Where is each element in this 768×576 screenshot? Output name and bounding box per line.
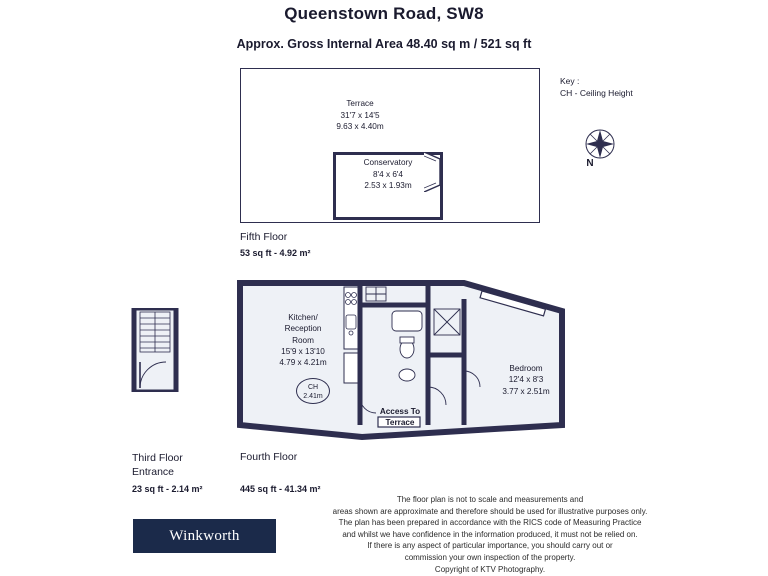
bedroom-dim-metric: 3.77 x 2.51m (502, 386, 550, 396)
terrace-name: Terrace (346, 99, 374, 108)
conservatory-dim-metric: 2.53 x 1.93m (364, 181, 412, 190)
kitchen-dim-metric: 4.79 x 4.21m (279, 358, 327, 368)
kitchen-name-line2: Reception (284, 324, 322, 334)
third-floor-name (132, 451, 183, 479)
key-legend (560, 75, 633, 99)
disclaimer-line-7: Copyright of KTV Photography. (434, 564, 546, 574)
disclaimer-line-6: commission your own inspection of the property. (404, 552, 576, 562)
disclaimer-line-3: The plan has been prepared in accordance with the RICS code of Measuring Practice (338, 518, 642, 528)
disclaimer-line-4: and whilst we have confidence in the information produced, it must not be relied on. (342, 529, 638, 539)
fifth-floor-name: Fifth Floor (240, 231, 288, 243)
ceiling-height-badge (296, 378, 330, 404)
third-floor-area: 23 sq ft - 2.14 m² (132, 484, 203, 494)
conservatory-name: Conservatory (363, 158, 413, 167)
bedroom-dim-imperial: 12'4 x 8'3 (508, 375, 544, 385)
winkworth-logo: Winkworth (133, 519, 276, 553)
key-entry-ceiling-height: CH - Ceiling Height (560, 88, 633, 98)
key-label: Key : (560, 76, 580, 86)
disclaimer-line-5: If there is any aspect of particular importance, you should carry out or (367, 541, 613, 551)
disclaimer-line-1: The floor plan is not to scale and measurements and (396, 495, 584, 504)
third-floor-name-line1: Third Floor (132, 452, 183, 464)
kitchen-name-line1: Kitchen/ (288, 313, 318, 322)
disclaimer-line-2: areas shown are approximate and therefore should be used for illustrative purposes only. (332, 506, 648, 516)
compass-north-label: N (586, 158, 594, 169)
disclaimer (270, 494, 710, 575)
fourth-floor-area: 445 sq ft - 41.34 m² (240, 484, 321, 494)
kitchen-dim-imperial: 15'9 x 13'10 (281, 346, 325, 356)
access-to-terrace-label (362, 406, 438, 429)
kitchen-reception-label-group (260, 312, 346, 368)
fifth-floor-area: 53 sq ft - 4.92 m² (240, 248, 311, 258)
third-floor-plan (130, 308, 180, 392)
fourth-floor-name: Fourth Floor (240, 451, 298, 463)
page-subtitle: Approx. Gross Internal Area 48.40 sq m / 521 sq ft (236, 37, 532, 51)
kitchen-name-line3: Room (292, 335, 314, 345)
bedroom-label-group (480, 363, 572, 397)
terrace-dim-imperial: 31'7 x 14'5 (340, 110, 380, 120)
access-line2: Terrace (385, 418, 415, 428)
third-floor-name-line2: Entrance (132, 466, 175, 478)
bedroom-name: Bedroom (509, 364, 543, 373)
terrace-label-group (300, 98, 420, 133)
ceiling-height-label: CH (307, 384, 319, 391)
access-line1: Access To (379, 407, 421, 416)
ceiling-height-value: 2.41m (303, 393, 323, 400)
conservatory-label-group (333, 157, 443, 192)
page-title: Queenstown Road, SW8 (284, 4, 484, 23)
compass-rose-icon (578, 125, 622, 177)
conservatory-dim-imperial: 8'4 x 6'4 (373, 169, 403, 179)
terrace-dim-metric: 9.63 x 4.40m (336, 122, 384, 131)
